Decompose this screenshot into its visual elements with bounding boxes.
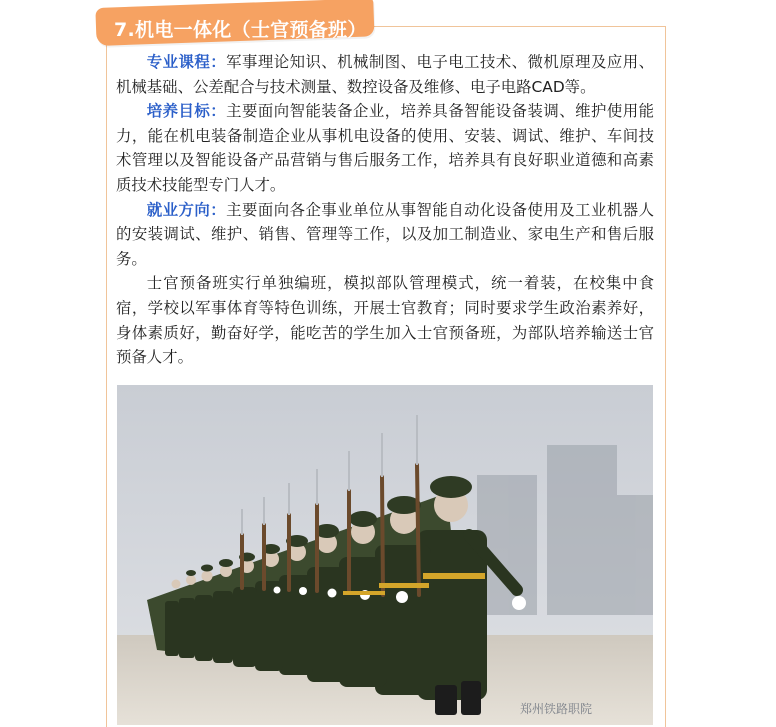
label-employment: 就业方向： <box>146 200 227 219</box>
honor-guard-photo <box>117 385 653 725</box>
photo-watermark: 郑州铁路职院 <box>520 702 593 716</box>
text-courses: 军事理论知识、机械制图、电子电工技术、微机原理及应用、机械基础、公差配合与技术测量、数控设备及维修、电子电路CAD等。 <box>116 53 654 96</box>
text-nco-class: 士官预备班实行单独编班，模拟部队管理模式，统一着装，在校集中食宿，学校以军事体育等特色训练，开展士官教育；同时要求学生政治素养好，身体素质好，勤奋好学，能吃苦的学生加入士官预备班，为部队培养输送士官预备人才。 <box>116 274 654 367</box>
label-goals: 培养目标： <box>146 102 227 121</box>
text-employment: 主要面向各企事业单位从事智能自动化设备使用及工业机器人的安装调试、维护、销售、管理等工作，以及加工制造业、家电生产和售后服务。 <box>116 200 654 268</box>
paragraph-employment <box>116 198 654 272</box>
section-title: 7.机电一体化（士官预备班） <box>114 19 367 41</box>
label-courses: 专业课程： <box>146 53 227 71</box>
paragraph-courses <box>116 50 654 99</box>
text-goals: 主要面向智能装备企业，培养具备智能设备装调、维护使用能力，能在机电装备制造企业从事机电设备的使用、安装、调试、维护、车间技术管理以及智能设备产品营销与售后服务工作，培养具有良好职业道德和高素质技术技能型专门人才。 <box>116 102 654 194</box>
paragraph-goals <box>116 99 654 197</box>
paragraph-nco-class <box>116 271 654 369</box>
section-content <box>116 50 654 370</box>
